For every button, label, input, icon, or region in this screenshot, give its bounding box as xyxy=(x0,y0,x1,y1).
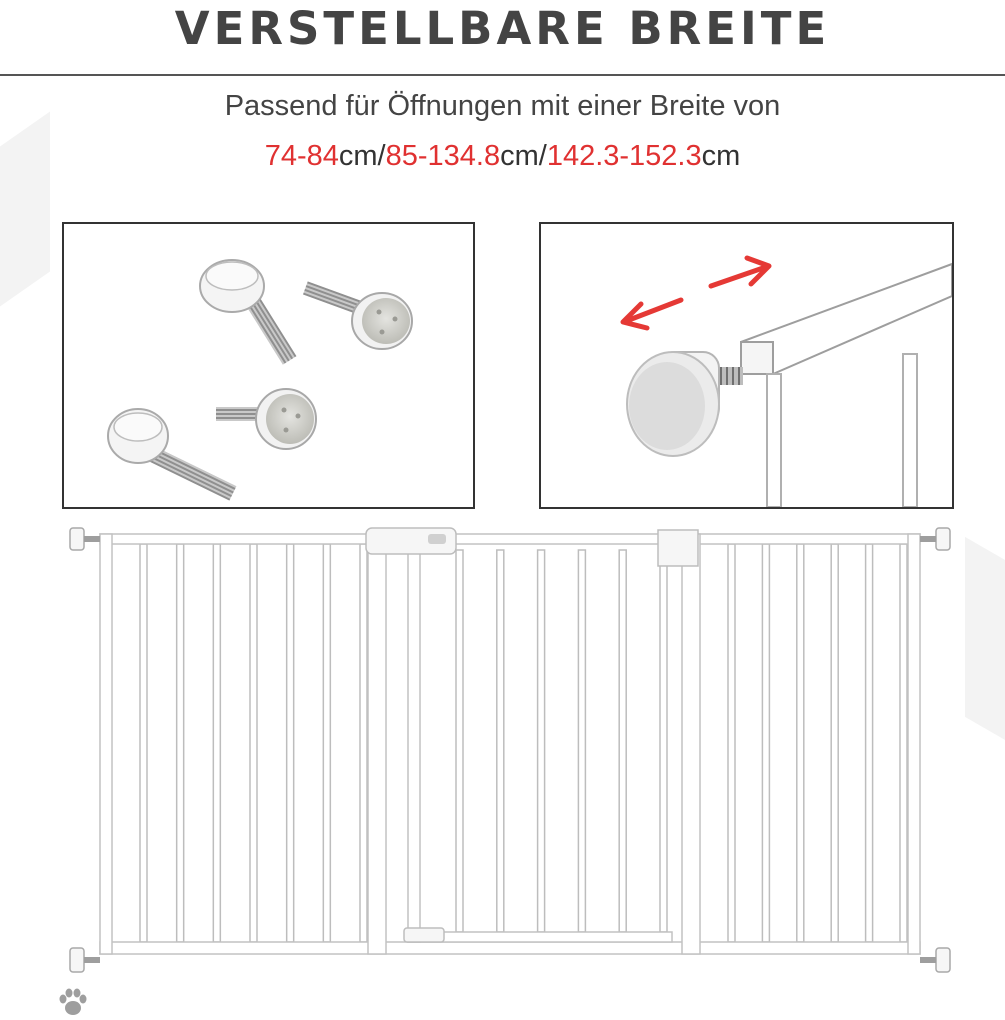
gate-bar xyxy=(728,544,735,942)
title-divider xyxy=(0,74,1005,76)
gate-bar xyxy=(287,544,294,942)
gate-bar xyxy=(660,550,667,932)
gate-bar xyxy=(900,544,907,942)
background-shape-right xyxy=(965,537,1005,763)
gate-bar xyxy=(177,544,184,942)
range-1-unit: cm/ xyxy=(338,140,386,172)
gate-screw-top-left xyxy=(70,528,100,550)
subtitle: Passend für Öffnungen mit einer Breite von xyxy=(224,90,781,122)
gate-bar xyxy=(213,544,220,942)
range-2-value: 85-134.8 xyxy=(385,140,501,172)
gate-bar xyxy=(497,550,504,932)
range-3-unit: cm xyxy=(701,140,741,172)
screw-cap xyxy=(627,352,719,456)
gate-bar xyxy=(866,544,873,942)
baby-gate-image xyxy=(60,520,960,980)
gate-bar xyxy=(762,544,769,942)
range-2-unit: cm/ xyxy=(500,140,547,172)
gate-bar xyxy=(831,544,838,942)
gate-screw-bottom-right xyxy=(920,948,950,972)
gate-bar xyxy=(456,550,463,932)
gate-bar xyxy=(578,550,585,932)
range-1-value: 74-84 xyxy=(264,140,339,172)
page-title: VERSTELLBARE BREITE xyxy=(174,2,831,55)
width-ranges xyxy=(0,140,1005,173)
gate-bar xyxy=(250,544,257,942)
gate-screw-bottom-left xyxy=(70,948,100,972)
pressure-screws-image xyxy=(62,222,475,509)
gate-screw-top-right xyxy=(920,528,950,550)
gate-bar xyxy=(140,544,147,942)
screw-1 xyxy=(200,260,296,365)
gate-bar xyxy=(538,550,545,932)
screw-thread xyxy=(717,367,743,385)
screw-3 xyxy=(216,389,316,449)
adjustable-screw-closeup-image xyxy=(539,222,954,509)
gate-bar xyxy=(797,544,804,942)
arrow-right-icon xyxy=(711,258,769,286)
gate-bar xyxy=(619,550,626,932)
screw-2 xyxy=(303,281,412,349)
range-3-value: 142.3-152.3 xyxy=(546,140,702,172)
gate-bar xyxy=(360,544,367,942)
arrow-left-icon xyxy=(623,300,681,328)
paw-icon xyxy=(56,988,90,1018)
screw-4 xyxy=(108,409,236,501)
gate-bar xyxy=(323,544,330,942)
